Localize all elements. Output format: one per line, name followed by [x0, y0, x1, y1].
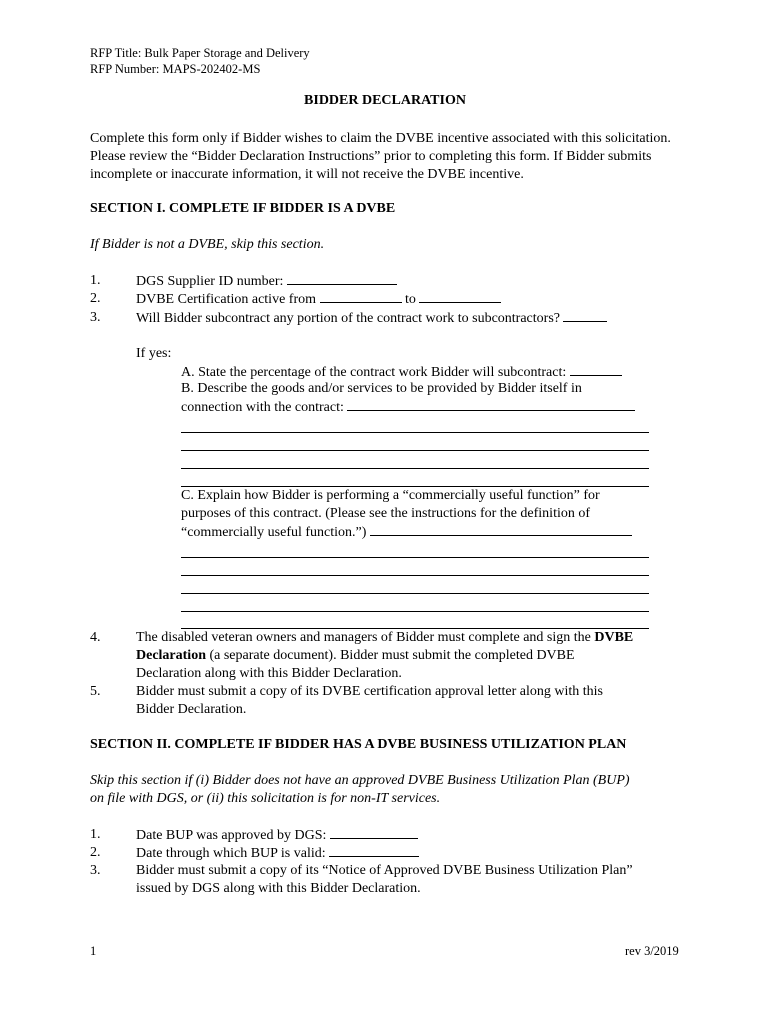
- s1-item-3-label: Will Bidder subcontract any portion of the contract work to subcontractors?: [136, 311, 560, 326]
- s1-item-5-line-1: Bidder must submit a copy of its DVBE certification approval letter along with this: [136, 684, 603, 699]
- s1-item-4-pre: The disabled veteran owners and managers of Bidder must complete and sign the: [136, 630, 595, 645]
- s2-item-1-number: 1.: [90, 827, 101, 842]
- s1-item-5-number: 5.: [90, 684, 101, 699]
- s1-item-5: [136, 683, 681, 719]
- bup-approved-date-field[interactable]: [330, 826, 418, 839]
- goods-services-line-2[interactable]: [181, 450, 649, 451]
- s2-item-3: [136, 862, 681, 898]
- sub-b-line-1: B. Describe the goods and/or services to be provided by Bidder itself in: [181, 381, 582, 396]
- commercially-useful-line-3[interactable]: [181, 593, 649, 594]
- s1-item-1: [136, 272, 681, 291]
- section-2-note: [90, 772, 630, 808]
- s2-item-2: [136, 844, 681, 863]
- section-2-note-line-2: on file with DGS, or (ii) this solicitation is for non-IT services.: [90, 791, 441, 806]
- sub-a-label: A. State the percentage of the contract work Bidder will subcontract:: [181, 365, 567, 380]
- sub-b-line-2: [181, 398, 661, 417]
- sub-c-line-2: purposes of this contract. (Please see the instructions for the definition of: [181, 506, 591, 521]
- s2-item-3-line-2: issued by DGS along with this Bidder Declaration.: [136, 881, 421, 896]
- section-2-heading: SECTION II. COMPLETE IF BIDDER HAS A DVBE BUSINESS UTILIZATION PLAN: [90, 737, 627, 752]
- s1-item-4-post: (a separate document). Bidder must submit the completed DVBE: [205, 648, 575, 663]
- sub-c-label: “commercially useful function.”): [181, 525, 367, 540]
- rfp-title: RFP Title: Bulk Paper Storage and Delivery: [90, 46, 310, 60]
- subcontract-answer-field[interactable]: [563, 309, 607, 322]
- goods-services-field[interactable]: [347, 398, 635, 411]
- s1-item-4-bold-1: DVBE: [594, 630, 634, 645]
- if-yes-label: If yes:: [136, 346, 172, 361]
- section-1-heading: SECTION I. COMPLETE IF BIDDER IS A DVBE: [90, 201, 396, 216]
- goods-services-line-1[interactable]: [181, 432, 649, 433]
- s2-item-2-label: Date through which BUP is valid:: [136, 846, 326, 861]
- s1-item-4-bold-2: Declaration: [136, 648, 206, 663]
- s2-item-1-label: Date BUP was approved by DGS:: [136, 828, 327, 843]
- s1-item-5-line-2: Bidder Declaration.: [136, 702, 247, 717]
- rfp-header: [90, 45, 310, 77]
- sub-c-line-1: C. Explain how Bidder is performing a “commercially useful function” for: [181, 488, 600, 503]
- goods-services-line-3[interactable]: [181, 468, 649, 469]
- intro-paragraph: Complete this form only if Bidder wishes to claim the DVBE incentive associated with this solicitation. Please review the “Bidder Declaration Instructions” prior to completing this form. If Bidder submits incomplete or inaccurate information, it will not receive the DVBE incentive.: [90, 131, 671, 182]
- s1-item-4-number: 4.: [90, 630, 101, 645]
- subcontract-percentage-field[interactable]: [570, 363, 622, 376]
- s1-item-3-number: 3.: [90, 310, 101, 325]
- commercially-useful-line-1[interactable]: [181, 557, 649, 558]
- supplier-id-field[interactable]: [287, 272, 397, 285]
- s1-item-3: [136, 309, 681, 328]
- page-number: 1: [90, 944, 97, 958]
- s1-item-2-label-a: DVBE Certification active from: [136, 292, 316, 307]
- rfp-number: RFP Number: MAPS-202402-MS: [90, 62, 261, 76]
- s1-item-4: [136, 629, 676, 683]
- commercially-useful-field[interactable]: [370, 523, 632, 536]
- s2-item-3-line-1: Bidder must submit a copy of its “Notice of Approved DVBE Business Utilization Plan”: [136, 863, 633, 878]
- document-title: BIDDER DECLARATION: [304, 93, 466, 108]
- revision-label: rev 3/2019: [625, 944, 679, 958]
- s2-item-3-number: 3.: [90, 863, 101, 878]
- s1-item-2: [136, 290, 681, 309]
- sub-b-label: connection with the contract:: [181, 400, 344, 415]
- s1-item-2-number: 2.: [90, 291, 101, 306]
- s1-item-4-line-3: Declaration along with this Bidder Declaration.: [136, 666, 402, 681]
- section-1-note: If Bidder is not a DVBE, skip this section.: [90, 237, 325, 252]
- s1-item-1-label: DGS Supplier ID number:: [136, 274, 284, 289]
- commercially-useful-line-4[interactable]: [181, 611, 649, 612]
- commercially-useful-line-2[interactable]: [181, 575, 649, 576]
- s2-item-1: [136, 826, 681, 845]
- section-2-note-line-1: Skip this section if (i) Bidder does not have an approved DVBE Business Utilization Plan (BUP): [90, 773, 630, 788]
- certification-from-field[interactable]: [320, 290, 402, 303]
- certification-to-field[interactable]: [419, 290, 501, 303]
- s2-item-2-number: 2.: [90, 845, 101, 860]
- s1-item-1-number: 1.: [90, 273, 101, 288]
- bup-valid-through-field[interactable]: [329, 844, 419, 857]
- sub-c-line-3: [181, 523, 661, 542]
- s1-item-2-label-b: to: [405, 292, 416, 307]
